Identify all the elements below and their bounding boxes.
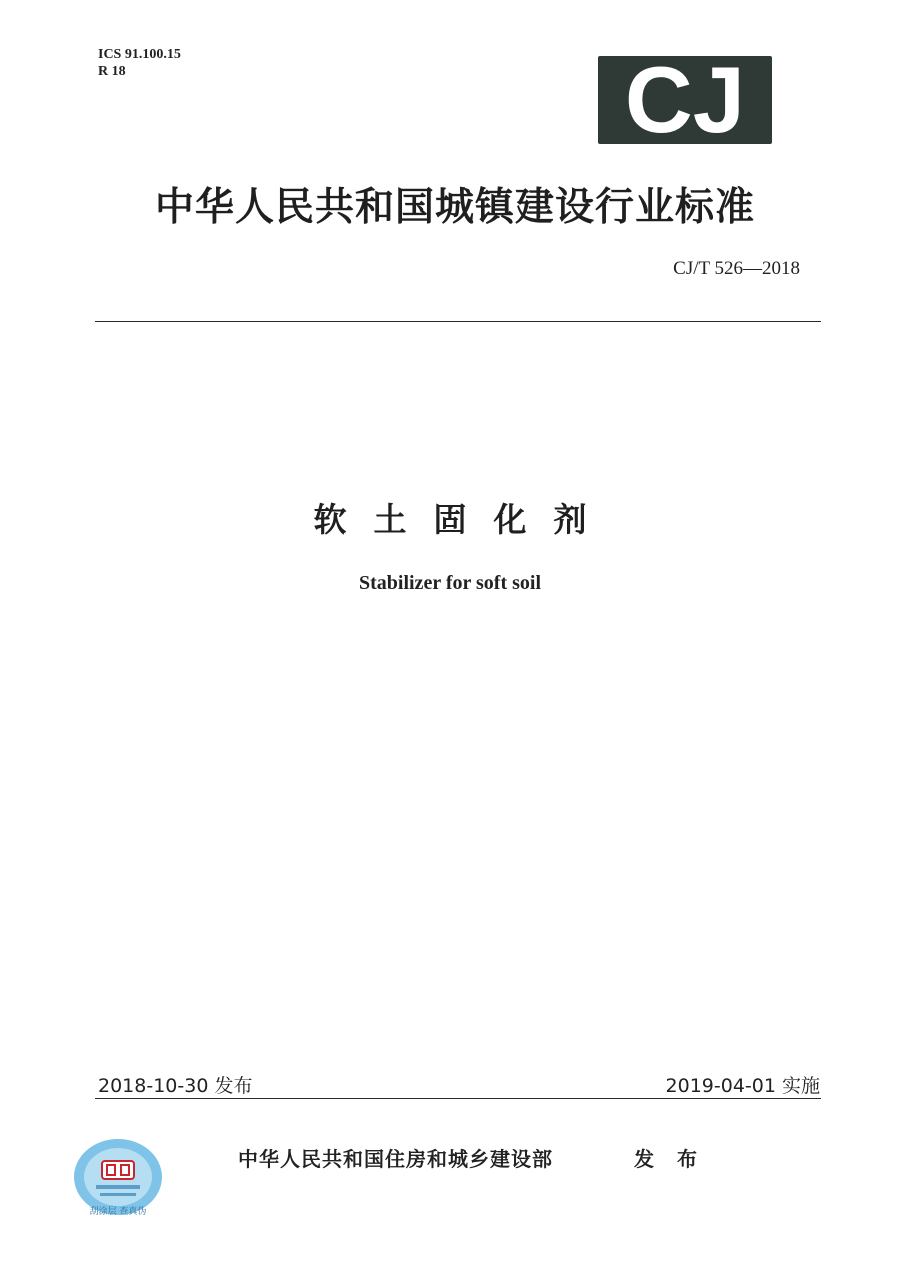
- classification-code: R 18: [98, 64, 126, 79]
- publish-date: 2018-10-30 发布: [98, 1075, 253, 1097]
- ics-classification: [98, 46, 181, 80]
- issue-action: 发 布: [634, 1147, 705, 1171]
- seal-caption: 刮涂层 查真伪: [89, 1207, 147, 1217]
- document-title-chinese: 软土固化剂: [313, 500, 614, 539]
- cj-logo-icon: [598, 56, 772, 144]
- logo-letters: CJ: [624, 56, 746, 144]
- issuing-authority: 中华人民共和国住房和城乡建设部: [238, 1147, 553, 1171]
- standard-code: CJ/T 526—2018: [673, 258, 800, 279]
- standard-body-name: 中华人民共和国城镇建设行业标准: [154, 185, 755, 230]
- ics-code: ICS 91.100.15: [98, 47, 181, 62]
- top-divider: [95, 321, 821, 322]
- document-title-english: Stabilizer for soft soil: [358, 572, 542, 594]
- bottom-divider: [95, 1098, 821, 1099]
- implement-date: 2019-04-01 实施: [665, 1075, 820, 1097]
- cj-logo: [598, 56, 772, 144]
